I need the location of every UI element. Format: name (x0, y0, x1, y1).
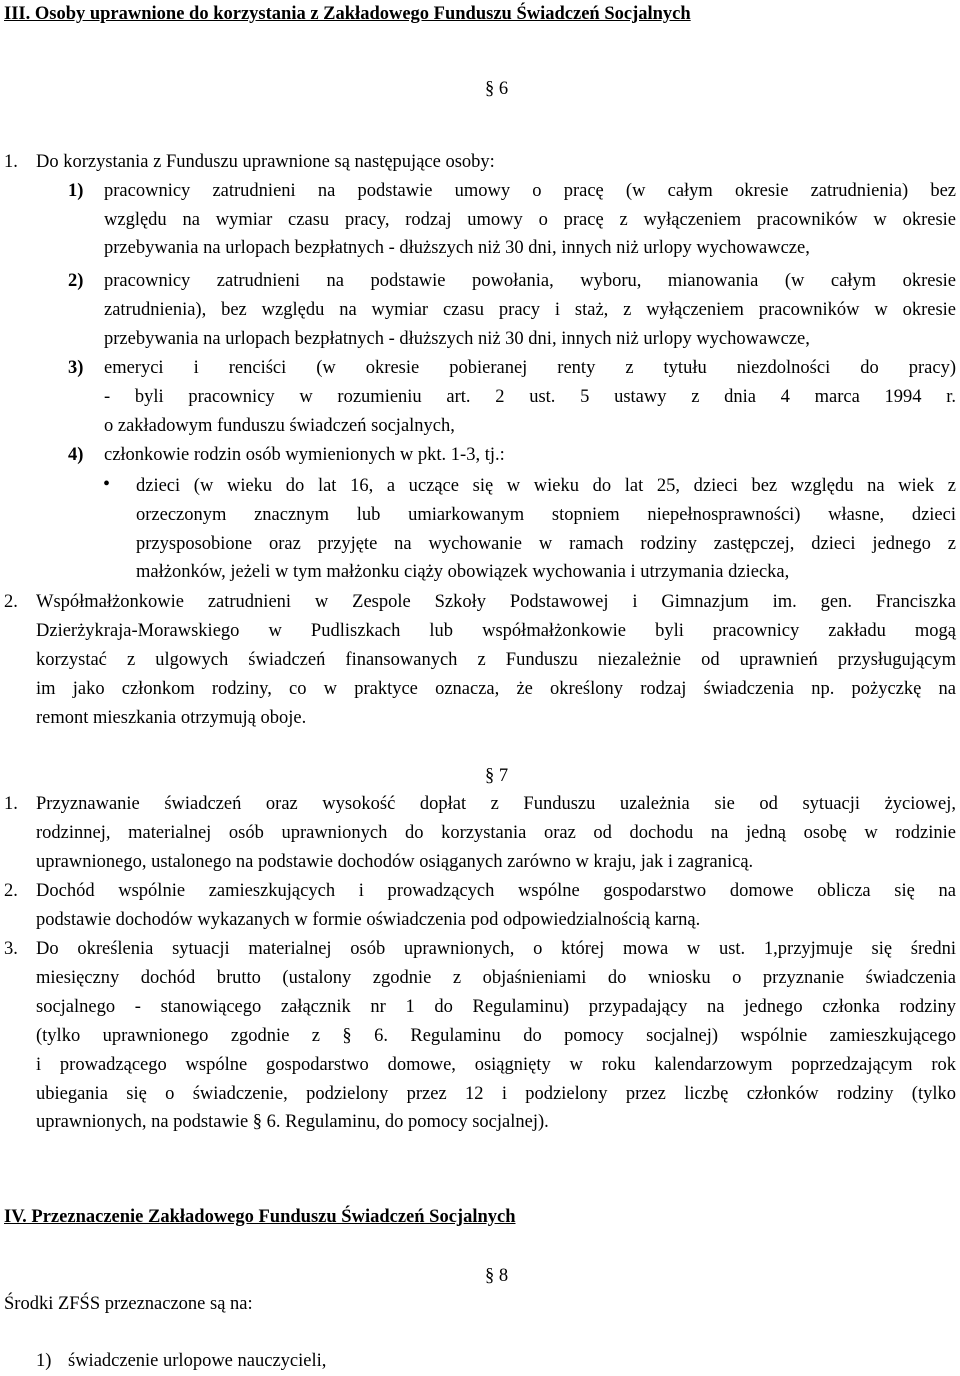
subitem-2-line: zatrudnienia), bez względu na wymiar czasu pracy i staż, z wyłączeniem pracowników w okresie (104, 300, 956, 320)
par8-item-1-text: świadczenie urlopowe nauczycieli, (68, 1351, 327, 1371)
item-2-line: Dzierżykraja-Morawskiego w Pudliszkach lub współmałżonkowie byli pracownicy zakładu mogą (36, 621, 956, 641)
section-4-heading: IV. Przeznaczenie Zakładowego Funduszu Świadczeń Socjalnych (4, 1207, 516, 1227)
subitem-1-line: przebywania na urlopach bezpłatnych - dłuższych niż 30 dni, innych niż urlopy wychowawcze, (104, 238, 810, 258)
item-number: 1. (4, 794, 18, 814)
subitem-number: 3) (68, 358, 84, 378)
subitem-2-line: przebywania na urlopach bezpłatnych - dłuższych niż 30 dni, innych niż urlopy wychowawcze, (104, 329, 810, 349)
item-number: 2. (4, 592, 18, 612)
paragraph-8-intro: Środki ZFŚS przeznaczone są na: (4, 1294, 253, 1314)
item-2-line: Współmałżonkowie zatrudnieni w Zespole Szkoły Podstawowej i Gimnazjum im. gen. Franciszka (36, 592, 956, 612)
item-number: 3. (4, 939, 18, 959)
subitem-number: 1) (68, 181, 84, 201)
subitem-4-line: członkowie rodzin osób wymienionych w pkt. 1-3, tj.: (104, 445, 505, 465)
subitem-3-line: o zakładowym funduszu świadczeń socjalnych, (104, 416, 455, 436)
item-number: 1. (4, 152, 18, 172)
item-2-line: im jako członkom rodziny, co w praktyce oznacza, że określony rodzaj świadczenia np. pożyczkę na (36, 679, 956, 699)
par7-item-3-line: (tylko uprawnionego zgodnie z § 6. Regulaminu do pomocy socjalnej) wspólnie zamieszkującego (36, 1026, 956, 1046)
section-3-heading: III. Osoby uprawnione do korzystania z Zakładowego Funduszu Świadczeń Socjalnych (4, 4, 691, 24)
bullet-line: przysposobione oraz przyjęte na wychowanie w ramach rodziny zastępczej, dzieci jednego z (136, 534, 956, 554)
item-number: 2. (4, 881, 18, 901)
par7-item-3-line: ubiegania się o świadczenie, podzielony przez 12 i podzielony przez liczbę członków rodziny (tylko (36, 1084, 956, 1104)
bullet-line: orzeczonym znacznym lub umiarkowanym stopniem niepełnosprawności) własne, dzieci (136, 505, 956, 525)
subitem-number: 2) (68, 271, 84, 291)
par7-item-3-line: i prowadzącego wspólne gospodarstwo domowe, osiągnięty w roku kalendarzowym poprzedzającym rok (36, 1055, 956, 1075)
subitem-2-line: pracownicy zatrudnieni na podstawie powołania, wyboru, mianowania (w całym okresie (104, 271, 956, 291)
par7-item-1-line: Przyznawanie świadczeń oraz wysokość dopłat z Funduszu uzależnia sie od sytuacji życiowej, (36, 794, 956, 814)
item-2-line: korzystać z ulgowych świadczeń finansowanych z Funduszu niezależnie od uprawnień przysługującym (36, 650, 956, 670)
par7-item-1-line: rodzinnej, materialnej osób uprawnionych do korzystania oraz od dochodu na jedną osobę w rodzinie (36, 823, 956, 843)
bullet-line: małżonków, jeżeli w tym małżonku ciąży obowiązek wychowania i utrzymania dziecka, (136, 562, 790, 582)
par7-item-2-line: Dochód wspólnie zamieszkujących i prowadzących wspólne gospodarstwo domowe oblicza się na (36, 881, 956, 901)
list-number: 1) (36, 1351, 52, 1371)
item-1-intro: Do korzystania z Funduszu uprawnione są następujące osoby: (36, 152, 495, 172)
subitem-1-line: pracownicy zatrudnieni na podstawie umowy o pracę (w całym okresie zatrudnienia) bez (104, 181, 956, 201)
bullet-dot-icon: • (103, 473, 111, 495)
subitem-3-line: - byli pracownicy w rozumieniu art. 2 ust. 5 ustawy z dnia 4 marca 1994 r. (104, 387, 956, 407)
par7-item-3-line: miesięczny dochód brutto (ustalony zgodnie z objaśnieniami do wniosku o przyznanie świadczenia (36, 968, 956, 988)
paragraph-6-marker: § 6 (485, 79, 509, 99)
par7-item-3-line: Do określenia sytuacji materialnej osób uprawnionych, o której mowa w ust. 1,przyjmuje się średni (36, 939, 956, 959)
subitem-1-line: względu na wymiar czasu pracy, rodzaj umowy o pracę z wyłączeniem pracowników w okresie (104, 210, 956, 230)
par7-item-1-line: uprawnionego, ustalonego na podstawie dochodów osiąganych zarówno w kraju, jak i zagranicą. (36, 852, 754, 872)
paragraph-8-marker: § 8 (485, 1266, 509, 1286)
paragraph-7-marker: § 7 (485, 766, 509, 786)
bullet-line: dzieci (w wieku do lat 16, a uczące się w wieku do lat 25, dzieci bez względu na wiek z (136, 476, 956, 496)
subitem-number: 4) (68, 445, 84, 465)
subitem-3-line: emeryci i renciści (w okresie pobieranej renty z tytułu niezdolności do pracy) (104, 358, 956, 378)
item-2-line: remont mieszkania otrzymują oboje. (36, 708, 307, 728)
par7-item-3-line: socjalnego - stanowiącego załącznik nr 1 do Regulaminu) przypadający na jednego członka rodziny (36, 997, 956, 1017)
par7-item-3-line: uprawnionych, na podstawie § 6. Regulaminu, do pomocy socjalnej). (36, 1112, 549, 1132)
par7-item-2-line: podstawie dochodów wykazanych w formie oświadczenia pod odpowiedzialnością karną. (36, 910, 701, 930)
